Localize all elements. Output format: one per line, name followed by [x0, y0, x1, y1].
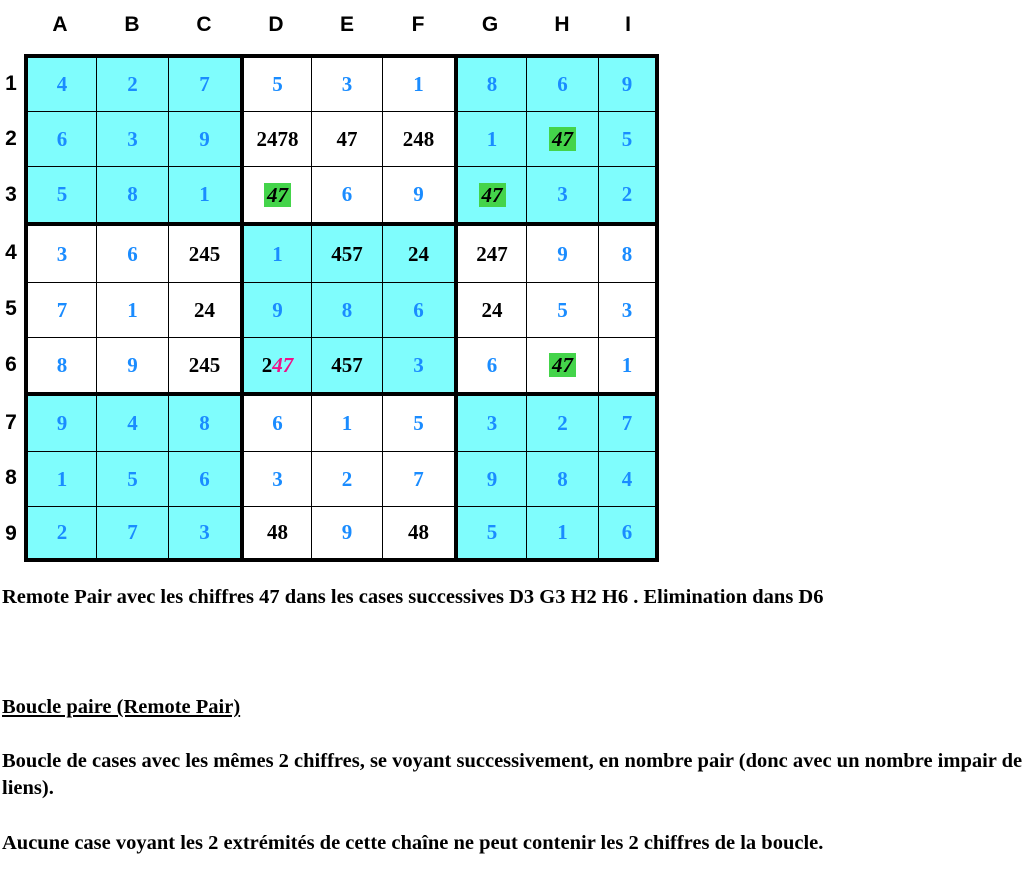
grid-cell: 5 — [598, 111, 659, 166]
grid-cell: 4 — [598, 451, 659, 506]
grid-cell: 3 — [168, 506, 240, 562]
grid-cell: 2 — [311, 451, 382, 506]
grid-cell: 8 — [526, 451, 598, 506]
grid-cell: 5 — [24, 166, 96, 222]
grid-cell: 3 — [526, 166, 598, 222]
grid-cell: 7 — [598, 392, 659, 451]
grid-cell: 8 — [168, 392, 240, 451]
grid-cell: 1 — [598, 337, 659, 392]
grid-cell: 9 — [24, 392, 96, 451]
grid-cell: 8 — [598, 222, 659, 282]
grid-cell: 24 — [168, 282, 240, 337]
highlighted-pair: 47 — [549, 353, 576, 377]
grid-cell: 24 — [382, 222, 454, 282]
eliminated-candidates: 47 — [272, 352, 294, 377]
grid-cell: 6 — [311, 166, 382, 222]
grid-cell: 1 — [526, 506, 598, 562]
sudoku-grid — [24, 54, 663, 566]
grid-cell: 3 — [598, 282, 659, 337]
grid-cell: 9 — [454, 451, 526, 506]
grid-cell: 8 — [311, 282, 382, 337]
row-header-4: 4 — [5, 241, 17, 264]
grid-cell: 5 — [454, 506, 526, 562]
grid-cell: 6 — [96, 222, 168, 282]
column-header-a: A — [52, 13, 68, 36]
grid-cell: 2478 — [240, 111, 311, 166]
grid-cell — [240, 337, 311, 392]
grid-cell: 9 — [168, 111, 240, 166]
highlighted-pair: 47 — [549, 127, 576, 151]
column-header-b: B — [124, 13, 140, 36]
section-heading: Boucle paire (Remote Pair) — [2, 696, 241, 718]
grid-cell: 2 — [96, 54, 168, 111]
highlighted-pair: 47 — [264, 183, 291, 207]
grid-cell: 9 — [240, 282, 311, 337]
grid-cell: 7 — [382, 451, 454, 506]
grid-cell: 3 — [240, 451, 311, 506]
row-header-3: 3 — [5, 183, 17, 206]
row-header-1: 1 — [5, 72, 17, 95]
grid-cell: 1 — [382, 54, 454, 111]
grid-cell: 2 — [598, 166, 659, 222]
grid-cell: 6 — [24, 111, 96, 166]
row-header-5: 5 — [5, 297, 17, 320]
grid-cell: 8 — [96, 166, 168, 222]
grid-cell: 6 — [454, 337, 526, 392]
column-header-g: G — [481, 13, 499, 36]
grid-cell: 6 — [598, 506, 659, 562]
column-header-c: C — [196, 13, 212, 36]
column-header-f: F — [411, 13, 425, 36]
grid-cell: 9 — [382, 166, 454, 222]
grid-cell: 3 — [96, 111, 168, 166]
grid-cell: 5 — [240, 54, 311, 111]
column-header-d: D — [268, 13, 284, 36]
grid-cell: 48 — [382, 506, 454, 562]
definition-paragraph: Boucle de cases avec les mêmes 2 chiffres, se voyant successivement, en nombre pair (donc avec un nombre impair de liens). — [2, 750, 1023, 799]
caption-remote-pair: Remote Pair avec les chiffres 47 dans les cases successives D3 G3 H2 H6 . Elimination dans D6 — [2, 586, 824, 608]
grid-cell: 1 — [311, 392, 382, 451]
column-header-e: E — [339, 13, 354, 36]
grid-cell: 245 — [168, 337, 240, 392]
grid-cell: 9 — [311, 506, 382, 562]
grid-cell: 24 — [454, 282, 526, 337]
grid-cell: 247 — [454, 222, 526, 282]
grid-cell — [526, 111, 598, 166]
kept-candidate: 2 — [261, 352, 273, 377]
grid-cell: 457 — [311, 337, 382, 392]
grid-cell: 3 — [454, 392, 526, 451]
rule-paragraph: Aucune case voyant les 2 extrémités de cette chaîne ne peut contenir les 2 chiffres de la boucle. — [2, 832, 824, 854]
grid-cell: 2 — [526, 392, 598, 451]
grid-cell: 6 — [168, 451, 240, 506]
grid-cell: 9 — [526, 222, 598, 282]
grid-cell: 8 — [454, 54, 526, 111]
column-header-h: H — [554, 13, 570, 36]
grid-cell: 6 — [526, 54, 598, 111]
grid-cell — [454, 166, 526, 222]
row-header-8: 8 — [5, 466, 17, 489]
grid-cell: 5 — [382, 392, 454, 451]
grid-cell: 4 — [24, 54, 96, 111]
grid-cell: 5 — [526, 282, 598, 337]
grid-cell: 8 — [24, 337, 96, 392]
row-header-6: 6 — [5, 353, 17, 376]
highlighted-pair: 47 — [479, 183, 506, 207]
grid-cell: 48 — [240, 506, 311, 562]
grid-cell: 3 — [382, 337, 454, 392]
grid-cell: 47 — [311, 111, 382, 166]
grid-cell: 6 — [240, 392, 311, 451]
grid-cell: 7 — [96, 506, 168, 562]
grid-cell: 5 — [96, 451, 168, 506]
grid-cell: 7 — [168, 54, 240, 111]
grid-cell: 9 — [598, 54, 659, 111]
grid-cell: 457 — [311, 222, 382, 282]
grid-cell: 1 — [454, 111, 526, 166]
grid-cell — [240, 166, 311, 222]
grid-cell — [526, 337, 598, 392]
grid-cell: 248 — [382, 111, 454, 166]
grid-cell: 3 — [311, 54, 382, 111]
grid-cell: 1 — [240, 222, 311, 282]
grid-cell: 3 — [24, 222, 96, 282]
row-header-7: 7 — [5, 411, 17, 434]
grid-cell: 2 — [24, 506, 96, 562]
grid-cell: 7 — [24, 282, 96, 337]
grid-cell: 1 — [24, 451, 96, 506]
row-header-2: 2 — [5, 127, 17, 150]
grid-cell: 4 — [96, 392, 168, 451]
grid-cell: 1 — [96, 282, 168, 337]
column-header-i: I — [625, 13, 631, 36]
grid-cell: 1 — [168, 166, 240, 222]
row-header-9: 9 — [5, 522, 17, 545]
grid-cell: 6 — [382, 282, 454, 337]
grid-cell: 9 — [96, 337, 168, 392]
grid-cell: 245 — [168, 222, 240, 282]
